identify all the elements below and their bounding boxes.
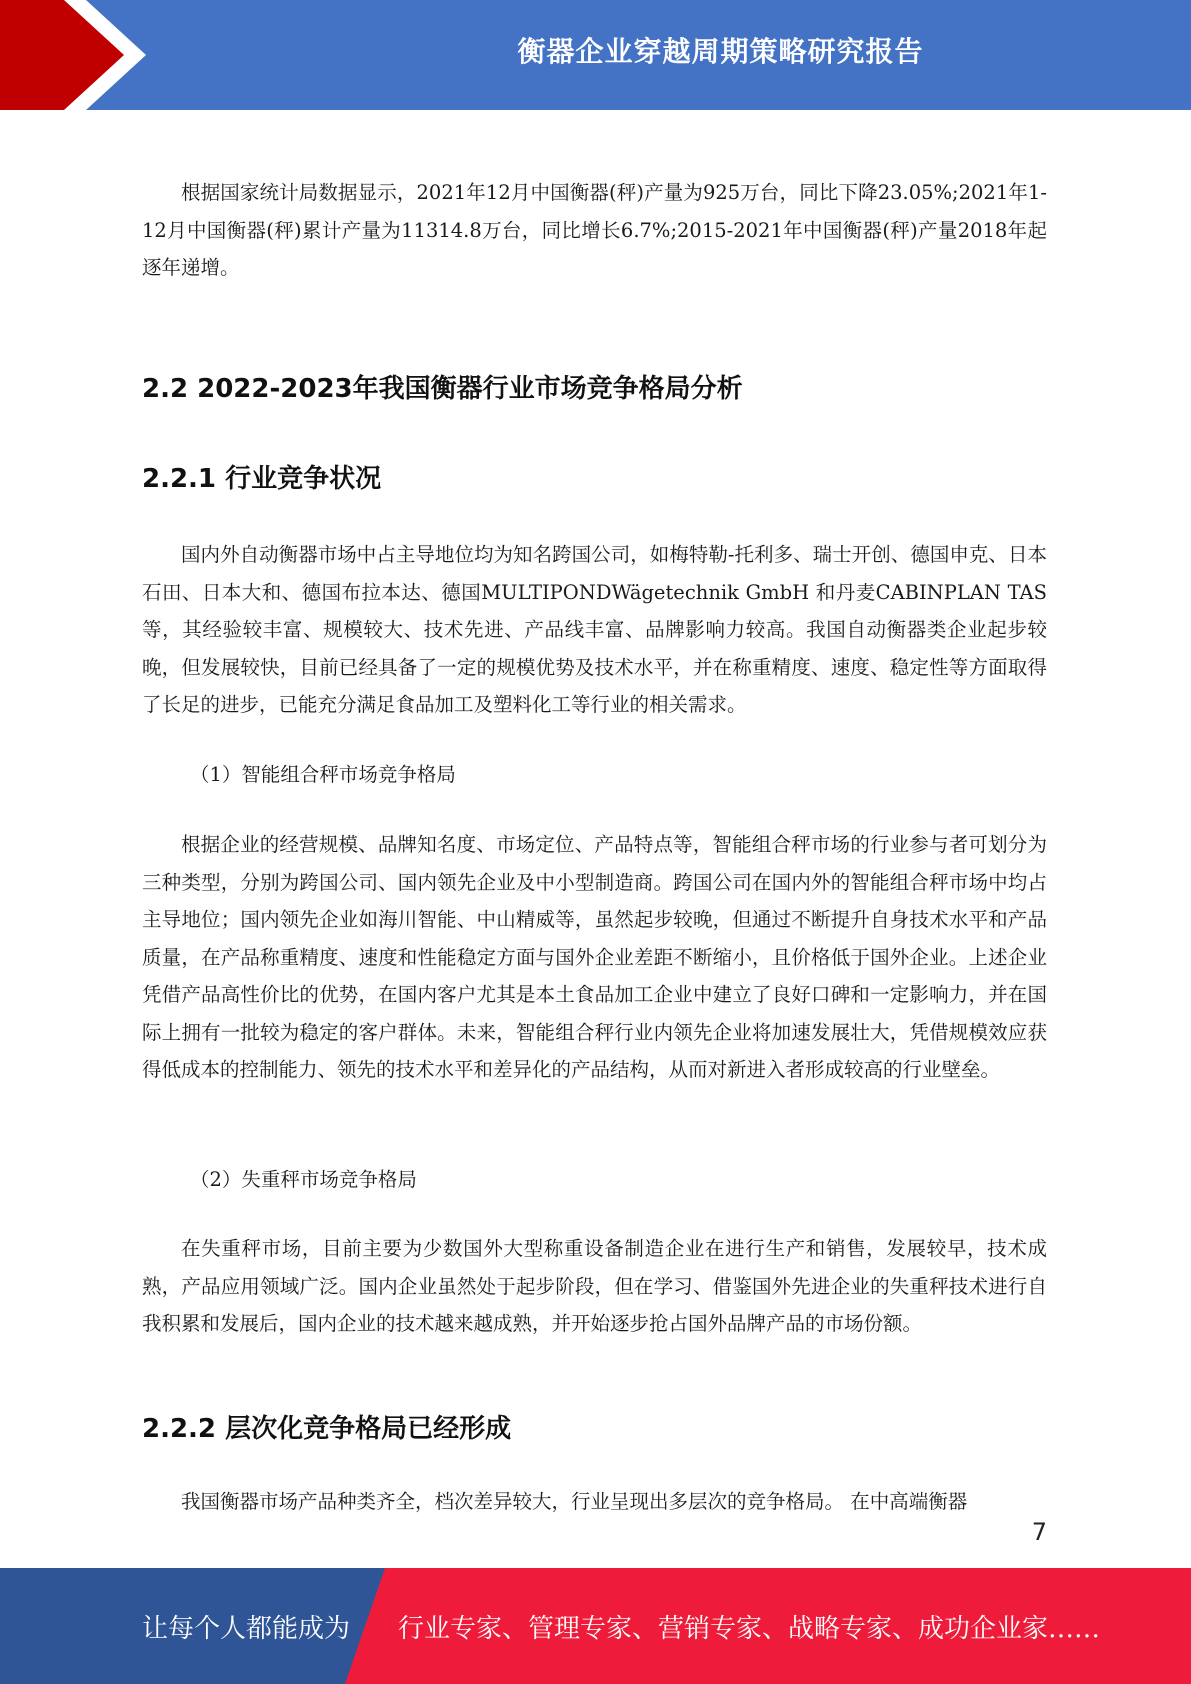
subsection-heading-2-2-2: 2.2.2 层次化竞争格局已经形成 <box>142 1414 512 1444</box>
section-heading: 2.2 2022-2023年我国衡器行业市场竞争格局分析 <box>142 374 743 404</box>
header-red-chevron <box>0 0 160 110</box>
subsection-heading-2-2-1: 2.2.1 行业竞争状况 <box>142 464 382 494</box>
item-1-paragraph: 根据企业的经营规模、品牌知名度、市场定位、产品特点等，智能组合秤市场的行业参与者可划分为三种类型，分别为跨国公司、国内领先企业及中小型制造商。跨国公司在国内外的智能组合秤市场中均占主导地位；国内领先企业如海川智能、中山精威等，虽然起步较晚，但通过不断提升自身技术水平和产品质量，在产品称重精度、速度和性能稳定方面与国外企业差距不断缩小，且价格低于国外企业。上述企业凭借产品高性价比的优势，在国内客户尤其是本土食品加工企业中建立了良好口碑和一定影响力，并在国际上拥有一批较为稳定的客户群体。未来，智能组合秤行业内领先企业将加速发展壮大，凭借规模效应获得低成本的控制能力、领先的技术水平和差异化的产品结构，从而对新进入者形成较高的行业壁垒。 <box>142 833 1047 1081</box>
footer-slogan-left: 让每个人都能成为 <box>142 1613 351 1644</box>
page-header <box>0 0 1191 110</box>
competition-paragraph: 国内外自动衡器市场中占主导地位均为知名跨国公司，如梅特勒-托利多、瑞士开创、德国申克、日本石田、日本大和、德国布拉本达、德国MULTIPONDWägetechnik GmbH 和丹麦CABINPLAN TAS等，其经验较丰富、规模较大、技术先进、产品线丰富、品牌影响力较高。我国自动衡器类企业起步较晚，但发展较快，目前已经具备了一定的规模优势及技术水平，并在称重精度、速度、稳定性等方面取得了长足的进步，已能充分满足食品加工及塑料化工等行业的相关需求。 <box>142 543 1047 716</box>
report-title: 衡器企业穿越周期策略研究报告 <box>517 35 924 68</box>
item-2-title: （2）失重秤市场竞争格局 <box>190 1168 417 1191</box>
item-2-paragraph: 在失重秤市场，目前主要为少数国外大型称重设备制造企业在进行生产和销售，发展较早，技术成熟，产品应用领域广泛。国内企业虽然处于起步阶段，但在学习、借鉴国外先进企业的失重秤技术进行自我积累和发展后，国内企业的技术越来越成熟，并开始逐步抢占国外品牌产品的市场份额。 <box>142 1237 1047 1335</box>
final-paragraph: 我国衡器市场产品种类齐全，档次差异较大，行业呈现出多层次的竞争格局。 在中高端衡器 <box>181 1490 968 1513</box>
intro-paragraph: 根据国家统计局数据显示，2021年12月中国衡器(秤)产量为925万台，同比下降23.05%;2021年1-12月中国衡器(秤)累计产量为11314.8万台，同比增长6.7%;2015-2021年中国衡器(秤)产量2018年起逐年递增。 <box>142 181 1047 279</box>
footer-slogan-right: 行业专家、管理专家、营销专家、战略专家、成功企业家…… <box>398 1613 1101 1644</box>
page-number: 7 <box>1031 1518 1047 1546</box>
page-footer <box>0 1568 1191 1684</box>
item-1-title: （1）智能组合秤市场竞争格局 <box>190 763 456 786</box>
